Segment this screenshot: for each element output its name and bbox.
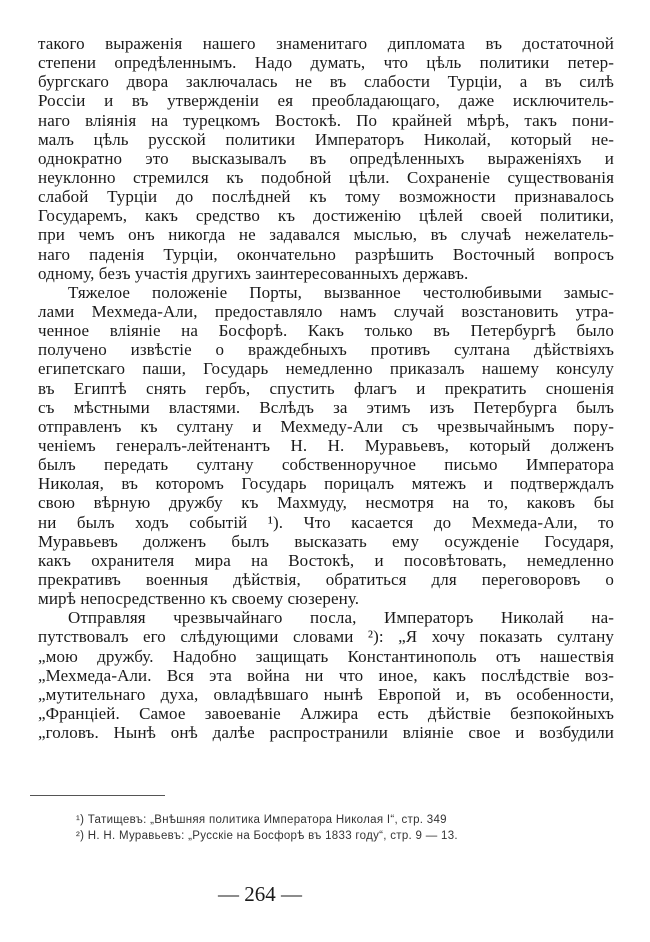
page-number: — 264 — xyxy=(218,882,302,906)
text-line: въ Египтѣ снять гербъ, спустить флагъ и прекратить сношенія xyxy=(38,378,614,398)
text-line: былъ передать султану собственноручное письмо Императора xyxy=(38,455,614,475)
text-line: при чемъ онъ никогда не задавался мыслью, въ случаѣ нежелатель- xyxy=(38,225,614,245)
paragraph xyxy=(38,283,614,608)
text-line: прекративъ военныя дѣйствія, обратиться для переговоровъ о xyxy=(38,569,614,589)
text-line: „Франціей. Самое завоеваніе Алжира есть дѣйствіе безпокойныхъ xyxy=(38,703,614,723)
text-line: отправленъ къ султану и Мехмеду-Али съ чрезвычайнымъ пору- xyxy=(38,416,614,436)
text-line: Тяжелое положеніе Порты, вызванное честолюбивыми замыс- xyxy=(68,282,614,302)
text-line: одному, безъ участія другихъ заинтересованныхъ державъ. xyxy=(38,263,469,283)
footnote: ²) Н. Н. Муравьевъ: „Русскіе на Босфорѣ въ 1833 году“, стр. 9 — 13. xyxy=(76,830,458,842)
text-line: Россіи и въ утвержденіи ея преобладающаго, даже исключитель- xyxy=(38,91,614,111)
text-line: наго вліянія на турецкомъ Востокѣ. По крайней мѣрѣ, такъ пони- xyxy=(38,110,614,130)
text-line: Государемъ, какъ средство къ достиженію цѣлей своей политики, xyxy=(38,206,614,226)
text-line: съ мѣстными властями. Вслѣдъ за этимъ изъ Петербурга былъ xyxy=(38,397,614,417)
paragraph xyxy=(38,608,614,742)
text-line: наго паденія Турціи, окончательно разрѣшить Восточный вопросъ xyxy=(38,244,614,264)
text-line: неуклонно стремился къ подобной цѣли. Сохраненіе существованія xyxy=(38,167,614,187)
footnote-separator xyxy=(30,795,165,796)
text-line: мирѣ непосредственно къ своему сюзерену. xyxy=(38,589,360,609)
text-line: какъ охранителя мира на Востокѣ, и посовѣтовать, немедленно xyxy=(38,550,614,570)
text-line: свою вѣрную дружбу къ Махмуду, несмотря на то, каковъ бы xyxy=(38,493,614,513)
text-line: ченіемъ генералъ-лейтенантъ Н. Н. Муравьевъ, который долженъ xyxy=(38,435,614,455)
paragraph xyxy=(38,34,614,283)
text-line: ни былъ ходъ событій ¹). Что касается до Мехмеда-Али, то xyxy=(38,512,614,532)
text-line: путствовалъ его слѣдующими словами ²): „Я хочу показать султану xyxy=(38,627,614,647)
text-line: „мутительнаго духа, овладѣвшаго нынѣ Европой и, въ особенности, xyxy=(38,684,614,704)
text-line: лами Мехмеда-Али, предоставляло намъ случай возстановить утра- xyxy=(38,301,614,321)
text-line: Николая, въ которомъ Государь порицалъ мятежъ и подтверждалъ xyxy=(38,474,614,494)
body-text xyxy=(38,34,614,742)
text-line: „мою дружбу. Надобно защищать Константинополь отъ нашествія xyxy=(38,646,614,666)
text-line: степени опредѣленнымъ. Надо думать, что цѣль политики петер- xyxy=(38,53,614,73)
text-line: бургскаго двора заключалась не въ слабости Турціи, а въ силѣ xyxy=(38,72,614,92)
text-line: получено извѣстіе о враждебныхъ противъ султана дѣйствіяхъ xyxy=(38,340,614,360)
text-line: Муравьевъ долженъ былъ высказать ему осужденіе Государя, xyxy=(38,531,614,551)
text-line: такого выраженія нашего знаменитаго дипломата въ достаточной xyxy=(38,34,614,53)
text-line: Отправляя чрезвычайнаго посла, Императоръ Николай на- xyxy=(68,608,614,628)
text-line: однократно это высказывалъ въ опредѣленныхъ выраженіяхъ и xyxy=(38,148,614,168)
text-line: малъ цѣль русской политики Императоръ Николай, который не- xyxy=(38,129,614,149)
text-line: „головъ. Нынѣ онѣ далѣе распространили вліяніе свое и возбудили xyxy=(38,723,614,743)
text-line: ченное вліяніе на Босфорѣ. Какъ только въ Петербургѣ было xyxy=(38,321,614,341)
text-line: слабой Турціи до послѣдней къ тому возможности признавалось xyxy=(38,187,614,207)
footnote: ¹) Татищевъ: „Внѣшняя политика Императора Николая I“, стр. 349 xyxy=(76,814,447,826)
text-line: египетскаго паши, Государь немедленно приказалъ нашему консулу xyxy=(38,359,614,379)
text-line: „Мехмеда-Али. Вся эта война ни что иное, какъ послѣдствіе воз- xyxy=(38,665,614,685)
footnotes xyxy=(76,812,458,844)
